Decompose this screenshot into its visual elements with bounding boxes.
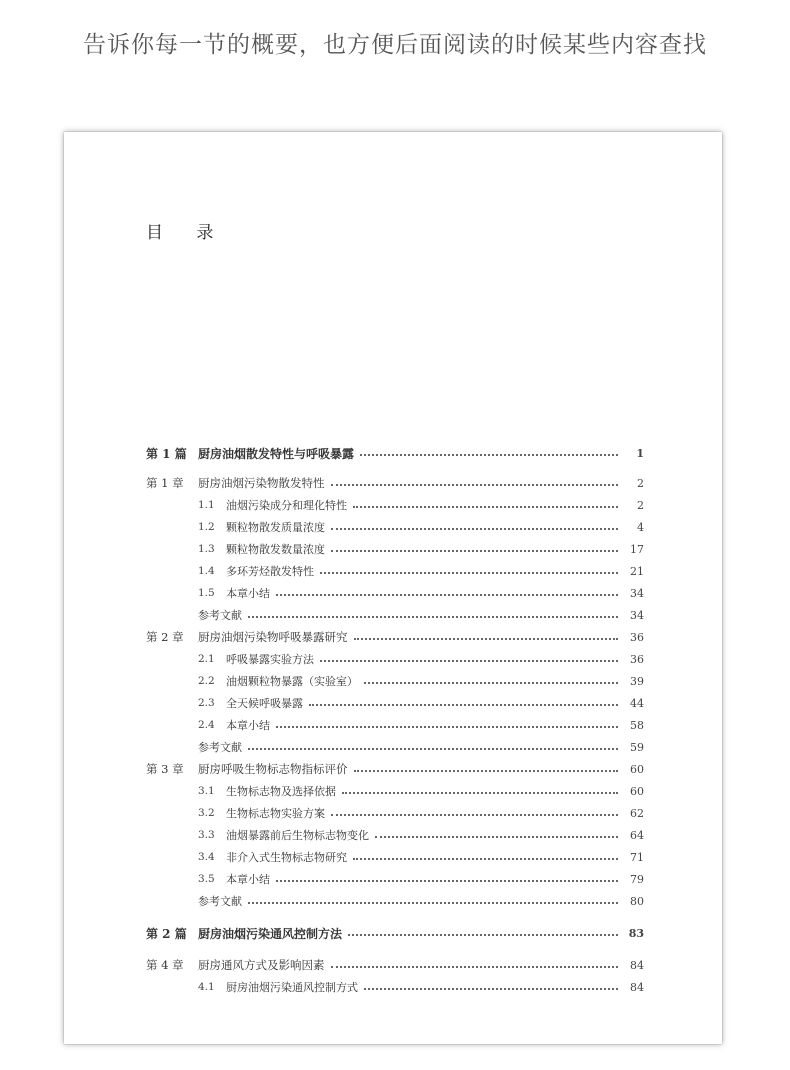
toc-entry-page-number: 60	[630, 784, 644, 798]
toc-entry-number: 1.1	[198, 499, 215, 511]
toc-entry-number: 1.4	[198, 565, 215, 577]
dot-leader	[353, 858, 618, 860]
toc-entry-title: 生物标志物及选择依据	[226, 785, 336, 798]
toc-entry-page-number: 36	[630, 630, 644, 644]
toc-entry-page-number: 64	[630, 828, 644, 842]
dot-leader	[276, 726, 618, 728]
toc-entry-page-number: 17	[630, 542, 644, 556]
dot-leader	[360, 454, 618, 456]
dot-leader	[309, 704, 618, 706]
toc-entry-page-number: 39	[630, 674, 644, 688]
toc-entry-page-number: 44	[630, 696, 644, 710]
toc-entry-title: 生物标志物实验方案	[226, 807, 325, 820]
dot-leader	[331, 966, 619, 968]
toc-entry-page-number: 83	[628, 926, 644, 940]
toc-entry-title: 油烟暴露前后生物标志物变化	[226, 829, 369, 842]
toc-entry-refs	[198, 892, 644, 910]
toc-entry-number: 第 3 章	[146, 762, 184, 776]
toc-entry-title: 厨房油烟污染物散发特性	[198, 476, 325, 490]
toc-entry-chapter	[146, 628, 644, 646]
toc-entry-page-number: 36	[630, 652, 644, 666]
toc-entry-number: 第 2 篇	[146, 926, 187, 941]
toc-entry-number: 3.4	[198, 851, 215, 863]
toc-entry-page-number: 60	[630, 762, 644, 776]
toc-entry-page-number: 71	[630, 850, 644, 864]
toc-entry-number: 第 1 篇	[146, 446, 187, 461]
toc-entry-section	[198, 518, 644, 536]
toc-entry-title: 油烟颗粒物暴露（实验室）	[226, 675, 358, 688]
dot-leader	[342, 792, 618, 794]
toc-entry-title: 厨房通风方式及影响因素	[198, 958, 325, 972]
toc-entry-chapter	[146, 956, 644, 974]
toc-entry-page-number: 58	[630, 718, 644, 732]
table-of-contents	[64, 132, 722, 1044]
toc-entry-title: 参考文献	[198, 741, 242, 754]
toc-entry-page-number: 62	[630, 806, 644, 820]
toc-entry-page-number: 79	[630, 872, 644, 886]
toc-entry-page-number: 84	[630, 980, 644, 994]
dot-leader	[364, 988, 618, 990]
toc-entry-section	[198, 804, 644, 822]
toc-entry-page-number: 21	[630, 564, 644, 578]
toc-entry-page-number: 59	[630, 740, 644, 754]
dot-leader	[320, 660, 618, 662]
toc-entry-number: 3.1	[198, 785, 215, 797]
toc-entry-part	[146, 444, 644, 462]
caption-banner: 告诉你每一节的概要，也方便后面阅读的时候某些内容查找	[83, 32, 707, 58]
toc-entry-title: 颗粒物散发数量浓度	[226, 543, 325, 556]
toc-entry-number: 1.5	[198, 587, 215, 599]
toc-entry-section	[198, 978, 644, 996]
toc-entry-number: 1.2	[198, 521, 215, 533]
toc-entry-title: 非介入式生物标志物研究	[226, 851, 347, 864]
toc-entry-section	[198, 694, 644, 712]
dot-leader	[276, 594, 618, 596]
dot-leader	[248, 748, 618, 750]
dot-leader	[375, 836, 618, 838]
toc-entry-page-number: 34	[630, 608, 644, 622]
toc-entry-section	[198, 562, 644, 580]
toc-entry-title: 厨房油烟散发特性与呼吸暴露	[198, 446, 355, 461]
toc-entry-number: 3.5	[198, 873, 215, 885]
toc-entry-section	[198, 496, 644, 514]
dot-leader	[331, 814, 618, 816]
toc-entry-section	[198, 650, 644, 668]
dot-leader	[354, 770, 619, 772]
toc-entry-title: 油烟污染成分和理化特性	[226, 499, 347, 512]
dot-leader	[248, 902, 618, 904]
toc-entry-title: 本章小结	[226, 719, 270, 732]
toc-entry-number: 2.3	[198, 697, 215, 709]
dot-leader	[276, 880, 618, 882]
toc-entry-page-number: 4	[637, 520, 644, 534]
dot-leader	[353, 506, 618, 508]
toc-entry-chapter	[146, 760, 644, 778]
toc-entry-page-number: 34	[630, 586, 644, 600]
toc-entry-refs	[198, 606, 644, 624]
toc-entry-title: 呼吸暴露实验方法	[226, 653, 314, 666]
toc-entry-section	[198, 540, 644, 558]
toc-entry-title: 参考文献	[198, 609, 242, 622]
dot-leader	[364, 682, 618, 684]
dot-leader	[248, 616, 618, 618]
toc-entry-section	[198, 672, 644, 690]
toc-entry-number: 2.1	[198, 653, 215, 665]
toc-entry-number: 3.2	[198, 807, 215, 819]
toc-entry-title: 本章小结	[226, 873, 270, 886]
toc-entry-number: 4.1	[198, 981, 215, 993]
dot-leader	[354, 638, 619, 640]
toc-entry-number: 2.2	[198, 675, 215, 687]
toc-entry-page-number: 2	[637, 476, 644, 490]
toc-entry-page-number: 80	[630, 894, 644, 908]
toc-entry-number: 第 2 章	[146, 630, 184, 644]
toc-entry-section	[198, 848, 644, 866]
toc-entry-refs	[198, 738, 644, 756]
toc-entry-title: 厨房呼吸生物标志物指标评价	[198, 762, 348, 776]
toc-entry-section	[198, 826, 644, 844]
toc-entry-title: 厨房油烟污染物呼吸暴露研究	[198, 630, 348, 644]
dot-leader	[331, 550, 618, 552]
toc-entry-title: 多环芳烃散发特性	[226, 565, 314, 578]
toc-entry-page-number: 2	[637, 498, 644, 512]
toc-entry-title: 厨房油烟污染通风控制方式	[226, 981, 358, 994]
dot-leader	[331, 484, 619, 486]
toc-entry-number: 第 1 章	[146, 476, 184, 490]
toc-entry-title: 颗粒物散发质量浓度	[226, 521, 325, 534]
toc-entry-number: 第 4 章	[146, 958, 184, 972]
toc-entry-chapter	[146, 474, 644, 492]
toc-entry-part	[146, 924, 644, 942]
toc-entry-page-number: 1	[636, 446, 644, 460]
dot-leader	[331, 528, 618, 530]
toc-entry-title: 本章小结	[226, 587, 270, 600]
toc-entry-section	[198, 870, 644, 888]
dot-leader	[348, 934, 618, 936]
toc-entry-title: 厨房油烟污染通风控制方法	[198, 926, 343, 941]
dot-leader	[320, 572, 618, 574]
toc-entry-section	[198, 584, 644, 602]
toc-entry-number: 2.4	[198, 719, 215, 731]
toc-title: 目 录	[146, 223, 228, 243]
toc-entry-title: 参考文献	[198, 895, 242, 908]
document-page	[64, 132, 722, 1044]
toc-entry-section	[198, 716, 644, 734]
toc-entry-number: 3.3	[198, 829, 215, 841]
toc-entry-section	[198, 782, 644, 800]
toc-entry-title: 全天候呼吸暴露	[226, 697, 303, 710]
toc-entry-page-number: 84	[630, 958, 644, 972]
toc-entry-number: 1.3	[198, 543, 215, 555]
